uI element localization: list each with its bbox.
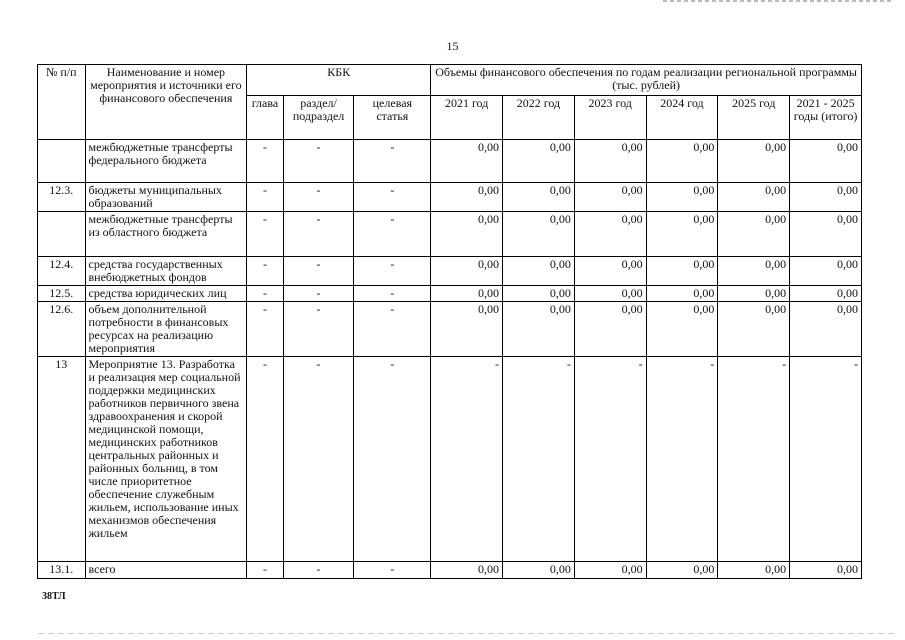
row-value: 0,00 <box>790 562 862 579</box>
row-value: 0,00 <box>790 212 862 257</box>
row-value: 0,00 <box>503 257 575 286</box>
row-value: 0,00 <box>718 302 790 357</box>
header-kbk-glava: глава <box>247 96 283 140</box>
header-name: Наименование и номер мероприятия и источники его финансового обеспечения <box>85 65 247 140</box>
table-row <box>38 286 862 302</box>
header-year: 2025 год <box>718 96 790 140</box>
row-value: 0,00 <box>646 302 718 357</box>
row-value: 0,00 <box>790 183 862 212</box>
row-value: 0,00 <box>431 183 503 212</box>
row-num <box>38 140 86 183</box>
header-kbk: КБК <box>247 65 431 96</box>
row-value: 0,00 <box>718 140 790 183</box>
row-value: - <box>574 357 646 562</box>
row-value: 0,00 <box>503 212 575 257</box>
table-row <box>38 562 862 579</box>
header-num: № п/п <box>38 65 86 140</box>
row-value: 0,00 <box>646 212 718 257</box>
row-value: - <box>790 357 862 562</box>
row-value: 0,00 <box>431 212 503 257</box>
row-kbk-statya: - <box>354 562 431 579</box>
row-kbk-razdel: - <box>283 212 354 257</box>
row-value: 0,00 <box>574 302 646 357</box>
footer-code: 38ТЛ <box>42 591 66 602</box>
row-name: объем дополнительной потребности в финансовых ресурсах на реализацию мероприятия <box>85 302 247 357</box>
header-kbk-razdel: раздел/ подраздел <box>283 96 354 140</box>
row-num <box>38 212 86 257</box>
row-kbk-razdel: - <box>283 257 354 286</box>
row-value: 0,00 <box>431 257 503 286</box>
header-kbk-statya: целевая статья <box>354 96 431 140</box>
header-volumes: Объемы финансового обеспечения по годам реализации региональной программы (тыс. рублей) <box>431 65 862 96</box>
row-value: 0,00 <box>574 183 646 212</box>
row-name: средства юридических лиц <box>85 286 247 302</box>
row-kbk-razdel: - <box>283 286 354 302</box>
row-name: Мероприятие 13. Разработка и реализация мер социальной поддержки медицинских работников первичного звена здравоохранения и скорой медицинской помощи, медицинских работников центральных районных и районных больниц, в том числе приоритетное обеспечение служебным жильем, использование иных механизмов обеспечения жильем <box>85 357 247 562</box>
row-name: межбюджетные трансферты из областного бюджета <box>85 212 247 257</box>
row-value: 0,00 <box>574 286 646 302</box>
row-value: 0,00 <box>431 140 503 183</box>
row-kbk-statya: - <box>354 357 431 562</box>
row-name: всего <box>85 562 247 579</box>
row-num: 13.1. <box>38 562 86 579</box>
row-value: 0,00 <box>574 562 646 579</box>
row-value: 0,00 <box>431 286 503 302</box>
row-kbk-razdel: - <box>283 302 354 357</box>
row-kbk-razdel: - <box>283 140 354 183</box>
row-value: 0,00 <box>574 212 646 257</box>
row-value: 0,00 <box>718 286 790 302</box>
header-year: 2023 год <box>574 96 646 140</box>
row-value: - <box>718 357 790 562</box>
row-value: 0,00 <box>646 562 718 579</box>
table-row <box>38 183 862 212</box>
row-value: 0,00 <box>646 257 718 286</box>
table-row <box>38 140 862 183</box>
scan-artifact-bottom <box>38 633 898 634</box>
row-name: средства государственных внебюджетных фондов <box>85 257 247 286</box>
scan-artifact-top <box>663 0 893 2</box>
row-value: 0,00 <box>790 257 862 286</box>
row-value: - <box>646 357 718 562</box>
table-row <box>38 357 862 562</box>
row-num: 12.6. <box>38 302 86 357</box>
row-kbk-razdel: - <box>283 183 354 212</box>
row-name: бюджеты муниципальных образований <box>85 183 247 212</box>
row-kbk-glava: - <box>247 257 283 286</box>
row-value: 0,00 <box>431 302 503 357</box>
row-value: 0,00 <box>646 286 718 302</box>
row-value: 0,00 <box>718 257 790 286</box>
row-value: 0,00 <box>574 257 646 286</box>
row-num: 13 <box>38 357 86 562</box>
row-num: 12.4. <box>38 257 86 286</box>
row-kbk-statya: - <box>354 140 431 183</box>
table-row <box>38 212 862 257</box>
row-kbk-statya: - <box>354 212 431 257</box>
row-kbk-glava: - <box>247 302 283 357</box>
row-kbk-statya: - <box>354 257 431 286</box>
table-row <box>38 257 862 286</box>
row-kbk-glava: - <box>247 286 283 302</box>
row-value: 0,00 <box>503 286 575 302</box>
page-number: 15 <box>446 39 459 53</box>
row-kbk-glava: - <box>247 183 283 212</box>
row-value: 0,00 <box>646 140 718 183</box>
row-kbk-glava: - <box>247 140 283 183</box>
row-value: 0,00 <box>646 183 718 212</box>
header-year-total: 2021 - 2025 годы (итого) <box>790 96 862 140</box>
header-year: 2024 год <box>646 96 718 140</box>
row-value: 0,00 <box>718 562 790 579</box>
row-value: 0,00 <box>503 562 575 579</box>
row-value: 0,00 <box>574 140 646 183</box>
row-value: - <box>503 357 575 562</box>
row-kbk-razdel: - <box>283 357 354 562</box>
row-value: 0,00 <box>790 286 862 302</box>
row-kbk-glava: - <box>247 212 283 257</box>
row-kbk-glava: - <box>247 357 283 562</box>
row-kbk-statya: - <box>354 183 431 212</box>
row-value: 0,00 <box>718 212 790 257</box>
row-value: 0,00 <box>790 302 862 357</box>
row-kbk-razdel: - <box>283 562 354 579</box>
row-value: 0,00 <box>503 183 575 212</box>
row-num: 12.5. <box>38 286 86 302</box>
row-kbk-glava: - <box>247 562 283 579</box>
row-value: 0,00 <box>718 183 790 212</box>
financing-table <box>37 64 862 579</box>
header-year: 2021 год <box>431 96 503 140</box>
row-value: 0,00 <box>790 140 862 183</box>
row-value: 0,00 <box>503 140 575 183</box>
row-kbk-statya: - <box>354 302 431 357</box>
row-value: 0,00 <box>431 562 503 579</box>
row-kbk-statya: - <box>354 286 431 302</box>
row-value: 0,00 <box>503 302 575 357</box>
row-num: 12.3. <box>38 183 86 212</box>
header-year: 2022 год <box>503 96 575 140</box>
row-value: - <box>431 357 503 562</box>
row-name: межбюджетные трансферты федерального бюджета <box>85 140 247 183</box>
table-row <box>38 302 862 357</box>
